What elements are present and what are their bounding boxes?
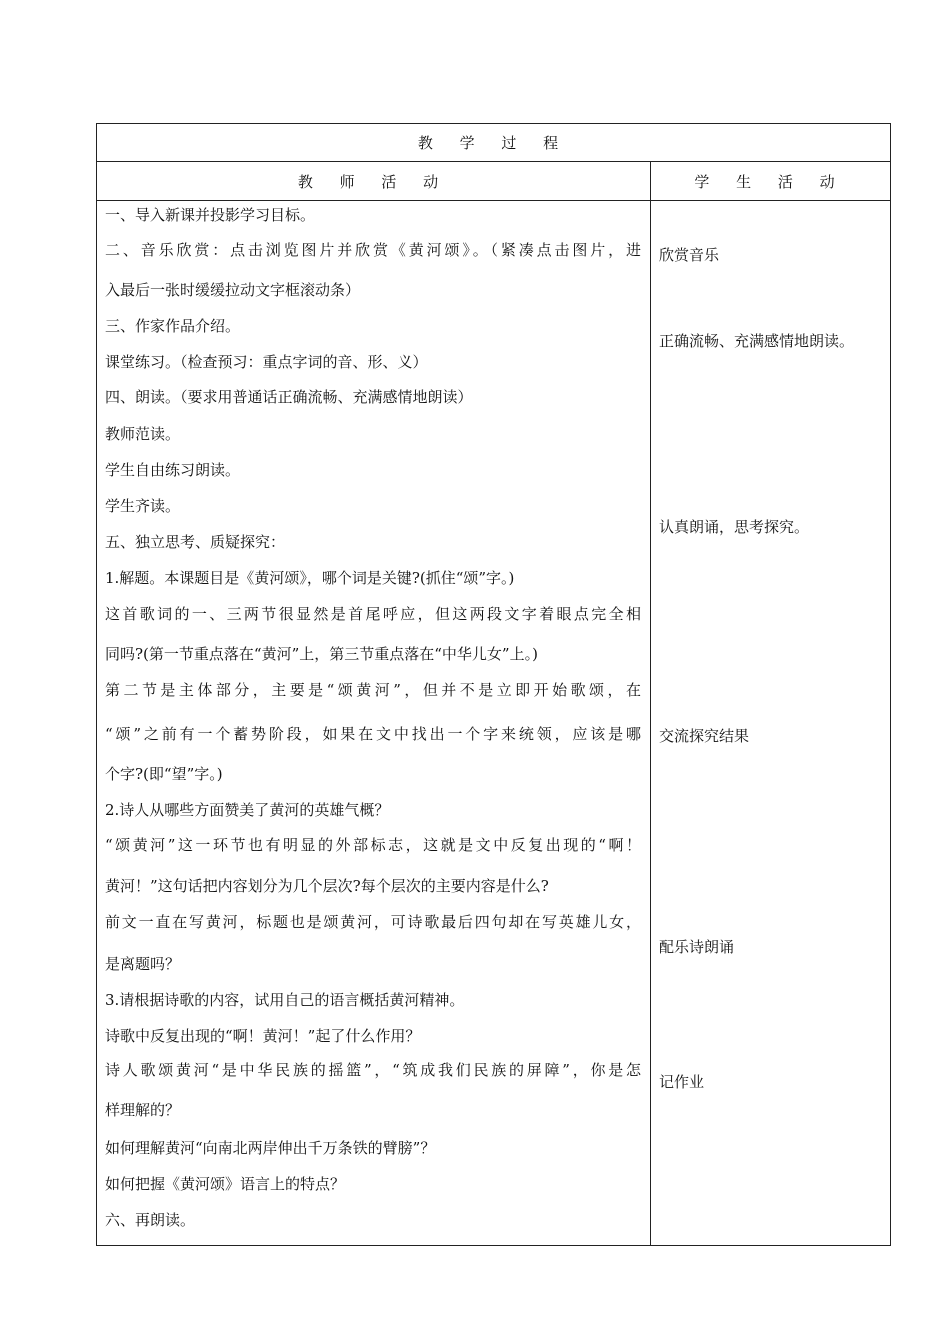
teacher-line: 三、作家作品介绍。 [105, 317, 241, 335]
teacher-line: 黄河！”这句话把内容划分为几个层次?每个层次的主要内容是什么? [105, 877, 549, 895]
teacher-line: 诗人歌颂黄河“是中华民族的摇篮”，“筑成我们民族的屏障”，你是怎 [105, 1061, 641, 1079]
student-line: 欣赏音乐 [659, 246, 720, 264]
teacher-line: 如何理解黄河“向南北两岸伸出千万条铁的臂膀”？ [105, 1139, 436, 1157]
column-header-row [97, 162, 890, 201]
teacher-line: 六、再朗读。 [105, 1211, 196, 1229]
teacher-line: 教师范读。 [105, 425, 181, 443]
teacher-line: 前文一直在写黄河，标题也是颂黄河，可诗歌最后四句却在写英雄儿女， [105, 913, 641, 931]
student-activity-header: 学 生 活 动 [694, 172, 846, 191]
teacher-activity-header: 教 师 活 动 [297, 172, 450, 191]
student-line: 交流探究结果 [659, 727, 750, 745]
teacher-line: 第二节是主体部分，主要是“颂黄河”，但并不是立即开始歌颂，在 [105, 681, 641, 699]
teacher-line: 1.解题。本课题目是《黄河颂》，哪个词是关键?(抓住“颂”字。) [105, 569, 515, 587]
student-line: 配乐诗朗诵 [659, 938, 735, 956]
teacher-line: 课堂练习。（检查预习：重点字词的音、形、义） [105, 353, 428, 371]
teacher-line: 学生齐读。 [105, 497, 181, 515]
teacher-line: 四、朗读。（要求用普通话正确流畅、充满感情地朗读） [105, 388, 473, 406]
teacher-line: 2.诗人从哪些方面赞美了黄河的英雄气概？ [105, 801, 390, 819]
teacher-line: 这首歌词的一、三两节很显然是首尾呼应，但这两段文字着眼点完全相 [105, 605, 641, 623]
table-title: 教 学 过 程 [97, 124, 890, 162]
teacher-line: 3.请根据诗歌的内容，试用自己的语言概括黄河精神。 [105, 991, 465, 1009]
student-line: 记作业 [659, 1073, 705, 1091]
teacher-line: 诗歌中反复出现的“啊！黄河！”起了什么作用？ [105, 1027, 421, 1045]
teacher-line: 五、独立思考、质疑探究： [105, 533, 286, 551]
column-divider [650, 162, 651, 1245]
teacher-line: “颂”之前有一个蓄势阶段，如果在文中找出一个字来统领，应该是哪 [105, 725, 641, 743]
teacher-line: 样理解的？ [105, 1101, 181, 1119]
teacher-line: 学生自由练习朗读。 [105, 461, 241, 479]
teacher-line: 同吗?(第一节重点落在“黄河”上，第三节重点落在“中华儿女”上。) [105, 645, 538, 663]
teacher-line: “颂黄河”这一环节也有明显的外部标志，这就是文中反复出现的“啊！ [105, 836, 641, 854]
teacher-line: 是离题吗？ [105, 955, 181, 973]
teacher-line: 如何把握《黄河颂》语言上的特点？ [105, 1175, 346, 1193]
student-line: 正确流畅、充满感情地朗读。 [659, 332, 855, 350]
teacher-line: 个字?(即“望”字。) [105, 765, 223, 783]
student-line: 认真朗诵，思考探究。 [659, 518, 810, 536]
teacher-line: 二、音乐欣赏：点击浏览图片并欣赏《黄河颂》。（紧凑点击图片，进 [105, 241, 641, 259]
teacher-line: 入最后一张时缓缓拉动文字框滚动条） [105, 281, 361, 299]
teacher-line: 一、导入新课并投影学习目标。 [105, 206, 316, 224]
